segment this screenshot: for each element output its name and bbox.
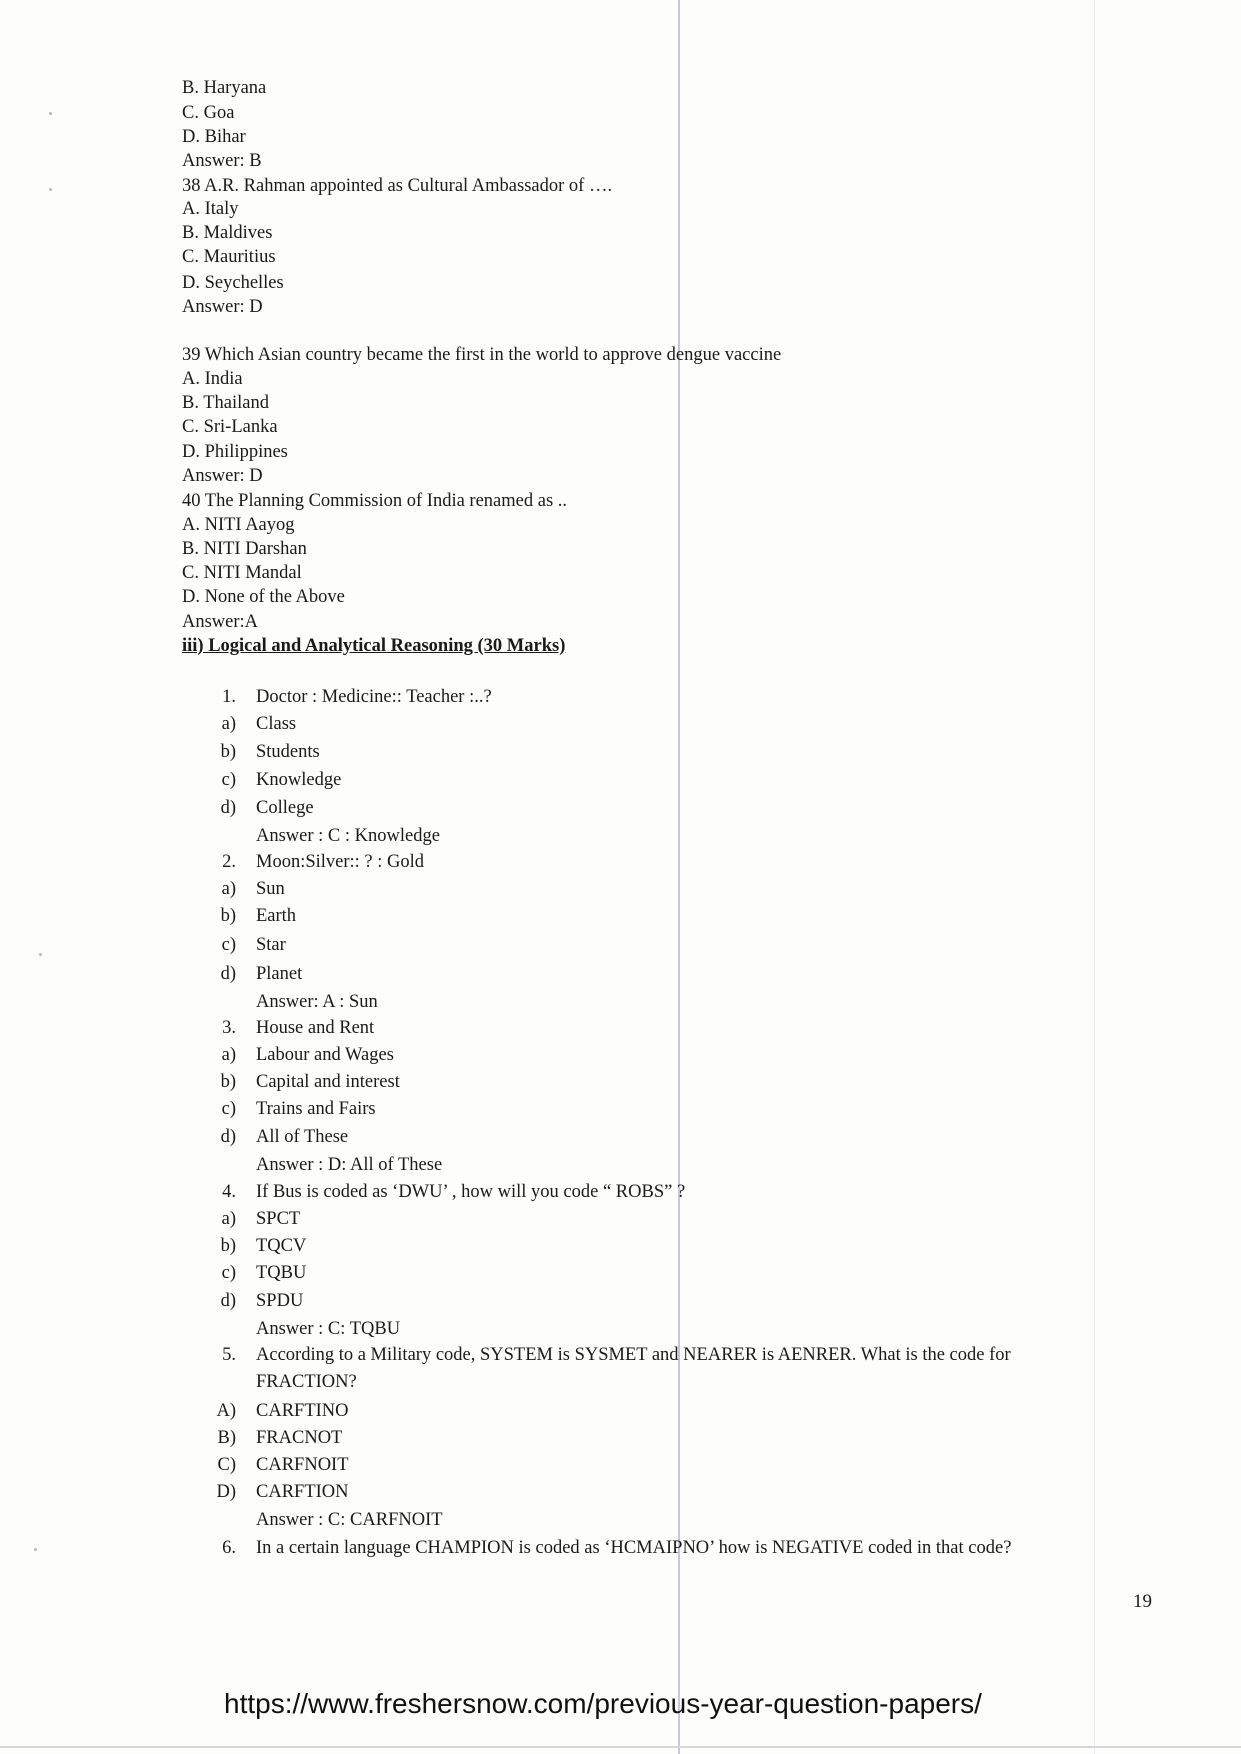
item-number: 4. <box>222 1182 236 1202</box>
scan-page-edge <box>1094 0 1095 1754</box>
q39-option-a: A. India <box>182 369 243 389</box>
scan-speck <box>49 188 52 191</box>
q39-option-c: C. Sri-Lanka <box>182 417 278 437</box>
q38-option-c: C. Mauritius <box>182 247 276 267</box>
q37-answer: Answer: B <box>182 151 262 171</box>
q40-option-d: D. None of the Above <box>182 587 345 607</box>
q40-option-c: C. NITI Mandal <box>182 563 302 583</box>
item-number: c) <box>221 770 236 790</box>
reasoning-option: Capital and interest <box>256 1072 400 1092</box>
reasoning-question: In a certain language CHAMPION is coded as ‘HCMAIPNO’ how is NEGATIVE coded in that code? <box>256 1538 1012 1558</box>
reasoning-option: CARFNOIT <box>256 1455 349 1475</box>
reasoning-option: TQCV <box>256 1236 307 1256</box>
item-number: d) <box>220 798 236 818</box>
q38-question: 38 A.R. Rahman appointed as Cultural Ambassador of …. <box>182 176 613 196</box>
reasoning-option: Planet <box>256 964 303 984</box>
reasoning-answer: Answer: A : Sun <box>256 992 378 1012</box>
reasoning-question: If Bus is coded as ‘DWU’ , how will you code “ ROBS” ? <box>256 1182 686 1202</box>
reasoning-option: College <box>256 798 314 818</box>
reasoning-answer: Answer : D: All of These <box>256 1155 443 1175</box>
item-number: a) <box>221 1209 236 1229</box>
reasoning-option: TQBU <box>256 1263 307 1283</box>
item-number: a) <box>221 879 236 899</box>
reasoning-option: Students <box>256 742 320 762</box>
item-number: c) <box>221 935 236 955</box>
section-heading: iii) Logical and Analytical Reasoning (30 Marks) <box>182 636 566 656</box>
item-number: d) <box>220 964 236 984</box>
reasoning-option: FRACNOT <box>256 1428 343 1448</box>
item-number: C) <box>217 1455 236 1475</box>
item-number: a) <box>221 1045 236 1065</box>
item-number: B) <box>217 1428 236 1448</box>
reasoning-answer: Answer : C: CARFNOIT <box>256 1510 443 1530</box>
item-number: D) <box>216 1482 236 1502</box>
item-number: 1. <box>222 687 236 707</box>
reasoning-question-continued: FRACTION? <box>256 1372 357 1392</box>
q40-question: 40 The Planning Commission of India renamed as .. <box>182 491 568 511</box>
scan-speck <box>34 1548 37 1551</box>
q39-option-b: B. Thailand <box>182 393 270 413</box>
item-number: b) <box>220 1072 236 1092</box>
item-number: 6. <box>222 1538 236 1558</box>
q40-option-b: B. NITI Darshan <box>182 539 307 559</box>
item-number: d) <box>220 1291 236 1311</box>
reasoning-option: CARFTION <box>256 1482 349 1502</box>
reasoning-option: Knowledge <box>256 770 342 790</box>
page-number: 19 <box>1133 1591 1152 1612</box>
reasoning-option: SPDU <box>256 1291 304 1311</box>
item-number: 3. <box>222 1018 236 1038</box>
reasoning-option: All of These <box>256 1127 349 1147</box>
reasoning-option: Trains and Fairs <box>256 1099 376 1119</box>
reasoning-option: SPCT <box>256 1209 301 1229</box>
footer-url[interactable]: https://www.freshersnow.com/previous-year-question-papers/ <box>224 1688 982 1719</box>
q38-option-b: B. Maldives <box>182 223 273 243</box>
item-number: c) <box>221 1263 236 1283</box>
reasoning-question: Moon:Silver:: ? : Gold <box>256 852 425 872</box>
reasoning-answer: Answer : C : Knowledge <box>256 826 440 846</box>
reasoning-option: Labour and Wages <box>256 1045 394 1065</box>
q37-option-c: C. Goa <box>182 103 235 123</box>
item-number: a) <box>221 714 236 734</box>
item-number: 2. <box>222 852 236 872</box>
reasoning-option: Earth <box>256 906 297 926</box>
scan-bottom-edge <box>0 1746 1241 1748</box>
reasoning-question: Doctor : Medicine:: Teacher :..? <box>256 687 492 707</box>
reasoning-option: CARFTINO <box>256 1401 349 1421</box>
item-number: b) <box>220 1236 236 1256</box>
q39-option-d: D. Philippines <box>182 442 288 462</box>
item-number: A) <box>216 1401 236 1421</box>
q40-option-a: A. NITI Aayog <box>182 515 295 535</box>
q37-option-d: D. Bihar <box>182 127 246 147</box>
q39-question: 39 Which Asian country became the first in the world to approve dengue vaccine <box>182 345 782 365</box>
reasoning-option: Sun <box>256 879 285 899</box>
reasoning-answer: Answer : C: TQBU <box>256 1319 401 1339</box>
reasoning-question: House and Rent <box>256 1018 375 1038</box>
q38-option-d: D. Seychelles <box>182 273 284 293</box>
item-number: b) <box>220 742 236 762</box>
reasoning-question: According to a Military code, SYSTEM is SYSMET and NEARER is AENRER. What is the code for <box>256 1345 1011 1365</box>
reasoning-option: Star <box>256 935 286 955</box>
q38-answer: Answer: D <box>182 297 263 317</box>
q39-answer: Answer: D <box>182 466 263 486</box>
item-number: d) <box>220 1127 236 1147</box>
item-number: c) <box>221 1099 236 1119</box>
item-number: b) <box>220 906 236 926</box>
scan-speck <box>49 112 52 115</box>
scan-fold-line <box>678 0 680 1754</box>
q37-option-b: B. Haryana <box>182 78 267 98</box>
q40-answer: Answer:A <box>182 612 259 632</box>
q38-option-a: A. Italy <box>182 199 239 219</box>
scan-speck <box>39 953 42 956</box>
item-number: 5. <box>222 1345 236 1365</box>
reasoning-option: Class <box>256 714 297 734</box>
